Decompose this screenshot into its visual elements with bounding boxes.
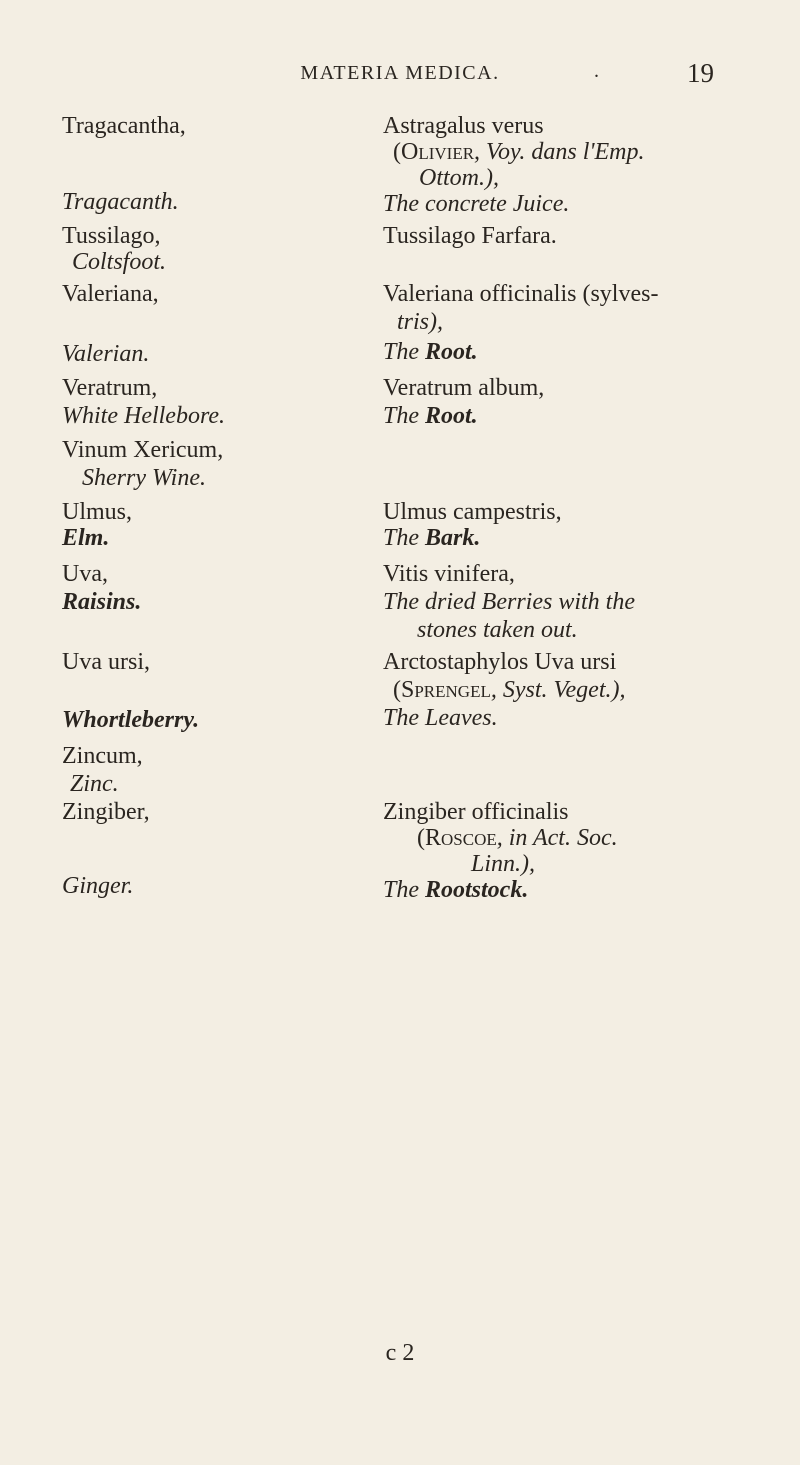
drug-name: Ulmus, xyxy=(62,499,133,525)
source-line: (Sprengel, Syst. Veget.), xyxy=(393,677,626,703)
drug-name: Valeriana, xyxy=(62,281,159,307)
english-name: Zinc. xyxy=(70,771,119,797)
part-used: The concrete Juice. xyxy=(383,191,570,217)
signature-mark: c 2 xyxy=(385,1340,415,1366)
source-line: Ottom.), xyxy=(419,165,499,191)
source-line: tris), xyxy=(397,309,444,335)
english-name: Coltsfoot. xyxy=(72,249,167,275)
author-name: Sprengel xyxy=(401,677,491,703)
part-used: The Rootstock. xyxy=(383,877,529,903)
source-line: Linn.), xyxy=(471,851,536,877)
drug-name: Veratrum, xyxy=(62,375,158,401)
part-used: stones taken out. xyxy=(417,617,578,643)
english-name: Valerian. xyxy=(62,341,150,367)
drug-name: Vinum Xericum, xyxy=(62,437,224,463)
running-title: MATERIA MEDICA. xyxy=(300,62,500,84)
drug-name: Zincum, xyxy=(62,743,143,769)
part-used: The dried Berries with the xyxy=(383,589,635,615)
header-dot: . xyxy=(594,60,599,82)
source-line: Zingiber officinalis xyxy=(383,799,569,825)
source-line: Arctostaphylos Uva ursi xyxy=(383,649,617,675)
english-name: Sherry Wine. xyxy=(82,465,206,491)
english-name: Whortleberry. xyxy=(62,707,200,733)
source-line: Veratrum album, xyxy=(383,375,545,401)
author-name: Roscoe xyxy=(425,825,497,851)
drug-name: Tragacantha, xyxy=(62,113,186,139)
source-line: (Olivier, Voy. dans l'Emp. xyxy=(393,139,645,165)
english-name: White Hellebore. xyxy=(62,403,226,429)
source-line: Ulmus campestris, xyxy=(383,499,562,525)
drug-name: Tussilago, xyxy=(62,223,161,249)
drug-name: Uva, xyxy=(62,561,108,587)
english-name: Raisins. xyxy=(62,589,142,615)
drug-name: Uva ursi, xyxy=(62,649,150,675)
source-line: (Roscoe, in Act. Soc. xyxy=(417,825,618,851)
english-name: Elm. xyxy=(62,525,110,551)
page-number: 19 xyxy=(687,58,714,88)
part-used: The Root. xyxy=(383,403,478,429)
source-line: Valeriana officinalis (sylves- xyxy=(383,281,659,307)
source-line: Tussilago Farfara. xyxy=(383,223,557,249)
part-used: The Leaves. xyxy=(383,705,498,731)
author-name: Olivier xyxy=(401,139,475,165)
part-used: The Bark. xyxy=(383,525,481,551)
source-line: Astragalus verus xyxy=(383,113,544,139)
english-name: Tragacanth. xyxy=(62,189,179,215)
part-used: The Root. xyxy=(383,339,478,365)
drug-name: Zingiber, xyxy=(62,799,150,825)
english-name: Ginger. xyxy=(62,873,134,899)
source-line: Vitis vinifera, xyxy=(383,561,515,587)
